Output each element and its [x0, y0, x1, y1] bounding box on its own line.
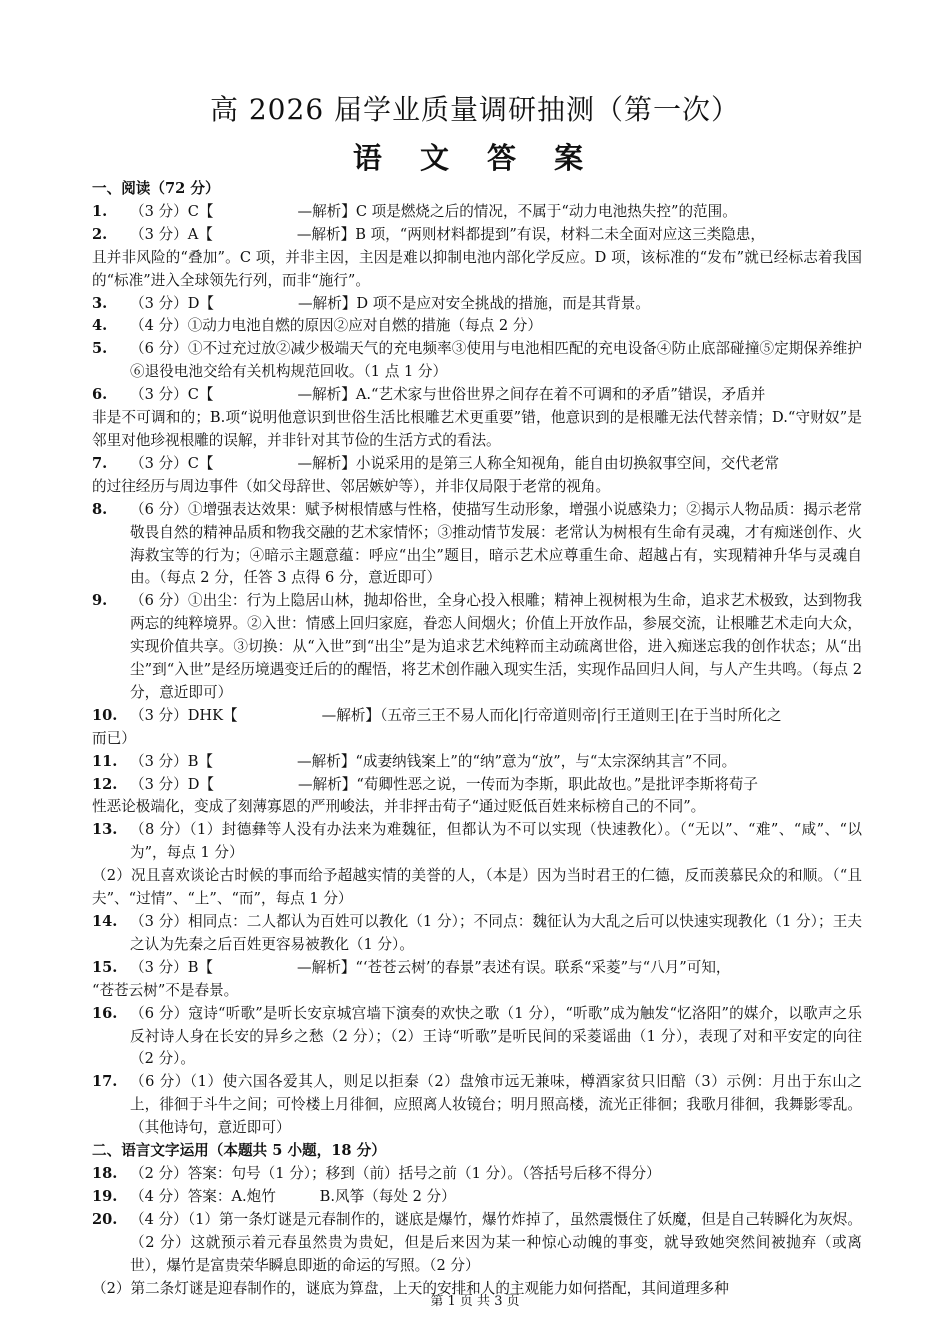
question-number: 6.	[92, 386, 108, 404]
answer-text: —解析】B 项，“两则材料都提到”有误，材料二未全面对应这三类隐患，	[296, 225, 765, 243]
answer-item	[92, 1209, 862, 1301]
answer-continuation: 非是不可调和的；B.项“说明他意识到世俗生活比根雕艺术更重要”错，他意识到的是根雕无法代替亲情；D.“守财奴”是邻里对他珍视根雕的误解，并非针对其节俭的生活方式的看法。	[92, 409, 862, 449]
answer-body	[130, 1003, 862, 1072]
answer-text: —解析】小说采用的是第三人称全知视角，能自由切换叙事空间，交代老常	[297, 454, 780, 472]
answer-item	[92, 705, 862, 751]
answer-text: （6 分）①不过充过放②减少极端天气的充电频率③使用与电池相匹配的充电设备④防止底部碰撞⑤定期保养维护⑥退役电池交给有关机构规范回收。（1 点 1 分）	[130, 340, 862, 381]
answer-text: （6 分）①出尘：行为上隐居山林，抛却俗世，全身心投入根雕；精神上视树根为生命，追求艺术极致，达到物我两忘的纯粹境界。②入世：情感上回归家庭，眷恋人间烟火；价值上开放作品，参展交流，让根雕艺术走向大众，实现价值共享。③切换：从“入世”到“出尘”是为追求艺术纯粹而主动疏离世俗，进入痴迷忘我的创作状态；从“出尘”到“入世”是经历境遇变迁后的的醒悟，将艺术创作融入现实生活，实现作品回归人间，与人产生共鸣。（每点 2 分，意近即可）	[130, 592, 862, 701]
answer-item	[92, 957, 862, 1003]
answer-item	[92, 315, 862, 338]
page-footer: 第 1 页 共 3 页	[430, 1294, 520, 1309]
answer-item	[92, 1186, 862, 1209]
answer-choice: （3 分）C【	[130, 202, 214, 220]
question-number: 7.	[92, 454, 108, 472]
document-title: 高 2026 届学业质量调研抽测（第一次）	[209, 93, 741, 126]
answer-item	[92, 453, 862, 499]
question-number: 3.	[92, 294, 108, 312]
answer-body	[130, 201, 862, 224]
answer-choice: （3 分）B【	[130, 752, 214, 770]
answer-item	[92, 224, 862, 293]
answer-item	[92, 1163, 862, 1186]
answer-choice: （3 分）A【	[130, 225, 213, 243]
answer-continuation: （2）第二条灯谜是迎春制作的，谜底为算盘，上天的安排和人的主观能力如何搭配，其间道理多种	[92, 1279, 729, 1297]
answer-body	[130, 338, 862, 384]
question-number: 20.	[92, 1210, 118, 1228]
answer-text: —解析】C 项是燃烧之后的情况，不属于“动力电池热失控”的范围。	[297, 202, 737, 220]
question-number: 11.	[92, 752, 118, 770]
answer-choice: （3 分）D【	[130, 294, 214, 312]
answer-body	[130, 590, 862, 705]
answer-body	[130, 293, 862, 316]
answer-content	[92, 178, 862, 1300]
question-number: 12.	[92, 775, 118, 793]
section-heading-reading: 一、阅读（72 分）	[92, 180, 220, 197]
answer-text: —解析】“成妻纳钱案上”的“纳”意为“放”，与“太宗深纳其言”不同。	[297, 752, 737, 770]
answer-body	[92, 384, 862, 453]
answer-item	[92, 1003, 862, 1072]
answer-choice: （3 分）C【	[130, 386, 214, 404]
question-number: 2.	[92, 225, 108, 243]
answer-continuation: 而已）	[92, 729, 136, 747]
answer-text: （6 分）①增强表达效果：赋予树根情感与性格，使描写生动形象，增强小说感染力；②揭示人物品质：揭示老常敬畏自然的精神品质和物我交融的艺术家情怀；③推动情节发展：老常认为树根有生命有灵魂，才有痴迷创作、火海救宝等的行为；④暗示主题意蕴：呼应“出尘”题目，暗示艺术应尊重生命、超越占有，实现精神升华与灵魂自由。（每点 2 分，任答 3 点得 6 分，意近即可）	[130, 500, 862, 587]
question-number: 16.	[92, 1004, 118, 1022]
answer-item	[92, 911, 862, 957]
answer-text: （6 分）（1）使六国各爱其人，则足以拒秦（2）盘飧市远无兼味，樽酒家贫只旧醅（3）示例：月出于东山之上，徘徊于斗牛之间；可怜楼上月徘徊，应照离人妆镜台；明月照高楼，流光正徘徊；我歌月徘徊，我舞影零乱。（其他诗句，意近即可）	[130, 1073, 862, 1137]
answer-body	[130, 315, 862, 338]
question-number: 1.	[92, 202, 108, 220]
answer-continuation: 的过往经历与周边事件（如父母辞世、邻居嫉妒等），并非仅局限于老常的视角。	[92, 477, 611, 495]
answer-body	[130, 911, 862, 957]
answer-body	[92, 453, 862, 499]
answer-text: —解析】（五帝三王不易人而化|行帝道则帝|行王道则王|在于当时所化之	[321, 706, 782, 724]
answer-body	[130, 1163, 862, 1186]
language-answers	[92, 1163, 862, 1300]
answer-text: —解析】D 项不是应对安全挑战的措施，而是其背景。	[298, 294, 650, 312]
question-number: 9.	[92, 592, 108, 610]
answer-text: （4 分）（1）第一条灯谜是元春制作的，谜底是爆竹，爆竹炸掉了，虽然震慑住了妖魔，但是自己转瞬化为灰烬。（2 分）这就预示着元春虽然贵为贵妃，但是后来因为某一种惊心动魄的事变，就导致她突然间被抛弃（或离世），爆竹是富贵荣华瞬息即逝的命运的写照。（2 分）	[130, 1210, 862, 1274]
answer-continuation: （2）况且喜欢谈论古时候的事而给予超越实情的美誉的人，（本是）因为当时君王的仁德，反而羡慕民众的和顺。（“且夫”、“过情”、“上”、“而”，每点 1 分）	[92, 867, 862, 908]
question-number: 5.	[92, 340, 108, 358]
question-number: 18.	[92, 1164, 118, 1182]
question-number: 13.	[92, 821, 118, 839]
question-number: 4.	[92, 317, 108, 335]
reading-answers	[92, 201, 862, 1140]
answer-continuation: 且并非风险的“叠加”。C 项，并非主因，主因是难以抑制电池内部化学反应。D 项，该标准的“发布”就已经标志着我国的“标准”进入全球领先行列，而非“施行”。	[92, 248, 862, 289]
answer-choice: （3 分）DHK【	[130, 706, 238, 724]
answer-item	[92, 384, 862, 453]
section-heading-language: 二、语言文字运用（本题共 5 小题，18 分）	[92, 1142, 386, 1160]
answer-item	[92, 499, 862, 591]
answer-body	[130, 499, 862, 591]
question-number: 15.	[92, 958, 118, 976]
answer-choice: （3 分）C【	[130, 454, 214, 472]
answer-text: （4 分）①动力电池自燃的原因②应对自燃的措施（每点 2 分）	[130, 317, 542, 335]
question-number: 17.	[92, 1073, 118, 1091]
answer-item	[92, 201, 862, 224]
answer-choice: （3 分）D【	[130, 775, 214, 793]
question-number: 14.	[92, 913, 118, 930]
answer-text: （6 分）寇诗“听歌”是听长安京城宫墙下演奏的欢快之歌（1 分），“听歌”成为触发“忆洛阳”的媒介，以歌声之乐反衬诗人身在长安的异乡之愁（2 分）；（2）王诗“听歌”是听民间的采菱谣曲（1 分），表现了对和平安定的向往（2 分）。	[130, 1004, 862, 1068]
answer-text: （4 分）答案：A.炮竹 B.风筝（每处 2 分）	[130, 1187, 456, 1205]
answer-text: —解析】“荀卿性恶之说，一传而为李斯，职此故也。”是批评李斯将荀子	[298, 775, 759, 793]
answer-text: （2 分）答案：句号（1 分）；移到（前）括号之前（1 分）。（答括号后移不得分）	[130, 1164, 661, 1182]
question-number: 8.	[92, 500, 108, 518]
answer-text: （3 分）相同点：二人都认为百姓可以教化（1 分）；不同点：魏征认为大乱之后可以快速实现教化（1 分）；王夫之认为先秦之后百姓更容易被教化（1 分）。	[130, 913, 862, 953]
question-number: 10.	[92, 706, 118, 724]
answer-text: —解析】“‘苍苍云树’的春景”表述有误。联系“采菱”与“八月”可知，	[297, 958, 731, 976]
answer-item	[92, 590, 862, 705]
answer-body	[130, 1071, 862, 1140]
answer-body	[130, 1186, 862, 1209]
answer-item	[92, 774, 862, 820]
answer-item	[92, 751, 862, 774]
answer-continuation: “苍苍云树”不是春景。	[92, 981, 239, 999]
answer-text: —解析】A.“艺术家与世俗世界之间存在着不可调和的矛盾”错误，矛盾并	[297, 386, 766, 404]
answer-item	[92, 338, 862, 384]
answer-body	[92, 224, 862, 293]
answer-continuation: 性恶论极端化，变成了刻薄寡恩的严刑峻法，并非抨击荀子“通过贬低百姓来标榜自己的不同”。	[92, 798, 706, 816]
answer-text: （8 分）（1）封德彝等人没有办法来为难魏征，但都认为不可以实现（快速教化）。（“无以”、“难”、“咸”、“以为”，每点 1 分）	[130, 821, 862, 862]
document-subtitle: 语 文 答 案	[352, 141, 598, 175]
question-number: 19.	[92, 1187, 118, 1205]
answer-item	[92, 293, 862, 316]
answer-choice: （3 分）B【	[130, 958, 214, 976]
answer-body	[130, 751, 862, 774]
answer-item	[92, 1071, 862, 1140]
answer-item	[92, 819, 862, 911]
